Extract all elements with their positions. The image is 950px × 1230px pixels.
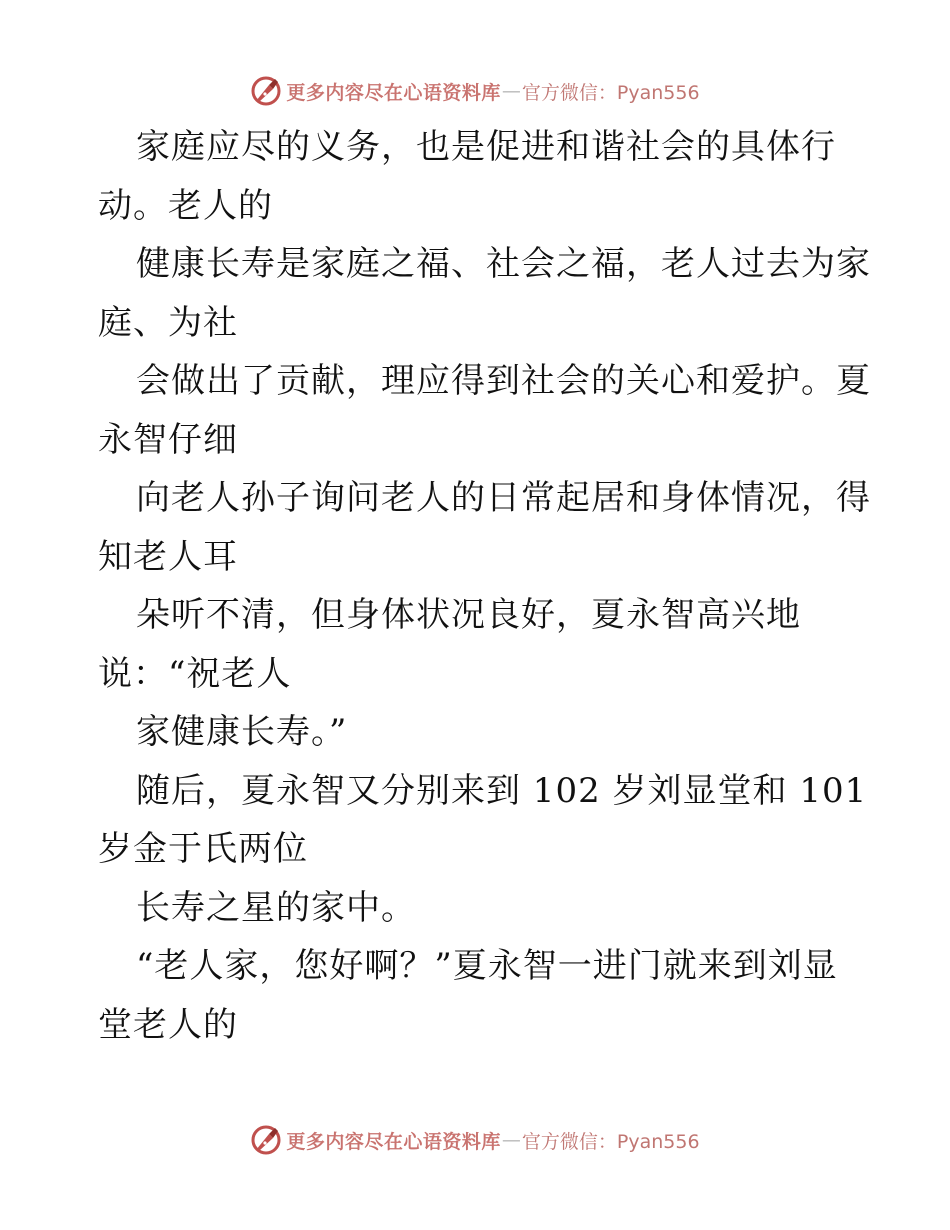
banner-title: 更多内容尽在心语资料库 <box>286 81 501 104</box>
document-body <box>98 118 898 1054</box>
banner-wechat: 官方微信：Pyan556 <box>521 81 700 104</box>
banner-separator: — <box>501 80 521 102</box>
text-line: 庭、为社 <box>98 302 238 343</box>
text-line: 动。老人的 <box>98 185 273 226</box>
header-banner <box>0 71 950 111</box>
text-line: 永智仔细 <box>98 419 238 460</box>
text-line: 说：“祝老人 <box>98 653 292 694</box>
text-line: 向老人孙子询问老人的日常起居和身体情况，得 <box>136 478 871 518</box>
pen-nib-logo-icon <box>250 1124 282 1156</box>
banner-wechat: 官方微信：Pyan556 <box>521 1130 700 1153</box>
text-line: 堂老人的 <box>98 1004 238 1045</box>
text-line: 家庭应尽的义务，也是促进和谐社会的具体行 <box>136 127 836 167</box>
pen-nib-logo-icon <box>250 75 282 107</box>
text-line: “老人家，您好啊？”夏永智一进门就来到刘显 <box>136 946 838 986</box>
text-line: 会做出了贡献，理应得到社会的关心和爱护。夏 <box>136 361 871 401</box>
text-line: 随后，夏永智又分别来到 102 岁刘显堂和 101 <box>136 770 868 811</box>
footer-banner <box>0 1120 950 1160</box>
banner-separator: — <box>501 1129 521 1151</box>
text-line: 长寿之星的家中。 <box>136 887 416 928</box>
text-line: 家健康长寿。” <box>136 712 348 752</box>
banner-title: 更多内容尽在心语资料库 <box>286 1130 501 1153</box>
text-line: 知老人耳 <box>98 536 238 577</box>
text-line: 健康长寿是家庭之福、社会之福，老人过去为家 <box>136 244 871 284</box>
text-line: 岁金于氏两位 <box>98 829 308 869</box>
text-line: 朵听不清，但身体状况良好，夏永智高兴地 <box>136 595 801 635</box>
